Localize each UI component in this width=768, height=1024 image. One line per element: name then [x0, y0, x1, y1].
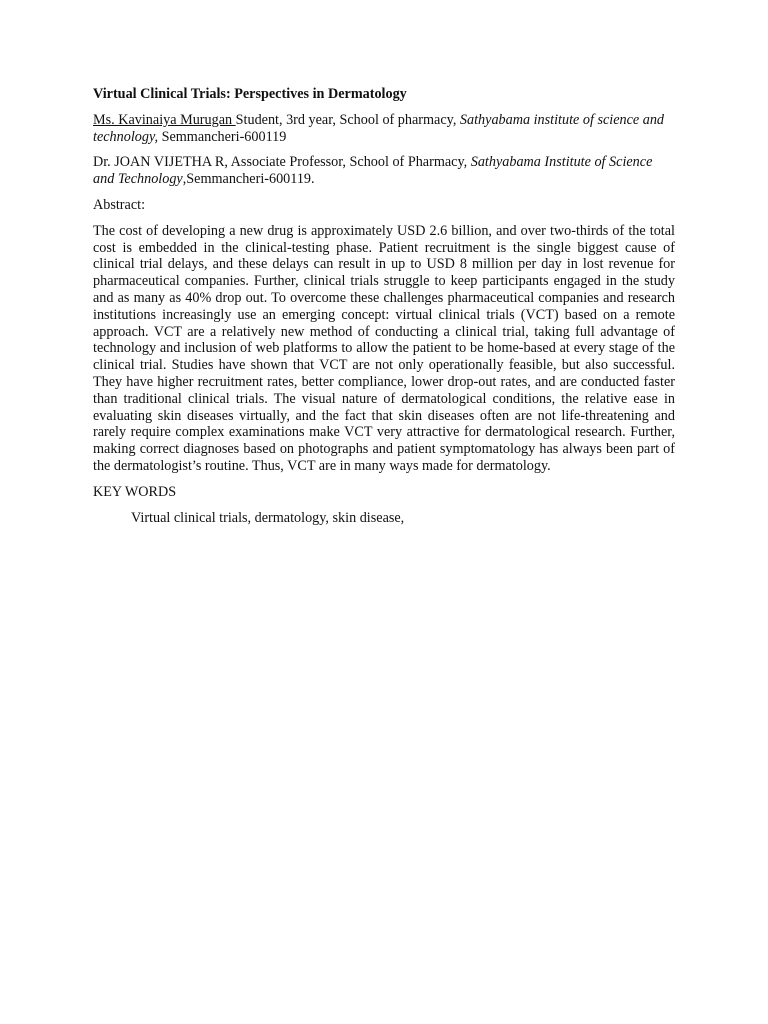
author1-role: Student, 3rd year, School of pharmacy, [235, 111, 460, 128]
author1-institution: Sathyabama institute of science and technology, [93, 111, 665, 145]
author2-institution: Sathyabama Institute of Science and Technology [93, 154, 653, 188]
abstract-heading: Abstract: [93, 196, 146, 213]
author2-location: ,Semmancheri-600119. [182, 171, 315, 188]
abstract-text: The cost of developing a new drug is approximately USD 2.6 billion, and over two-thirds of the total cost is embedded in the clinical-testing phase. Patient recruitment is the single biggest cause of clinical trial delays, and these delays can result in up to USD 8 million per day in lost revenue for pharmaceutical companies. Further, clinical trials struggle to keep participants engaged in the study and as many as 40% drop out. To overcome these challenges pharmaceutical companies and research institutions increasingly use an emerging concept: virtual clinical trials (VCT) based on a remote approach. VCT are a relatively new method of conducting a clinical trial, taking full advantage of technology and inclusion of web platforms to allow the patient to be home-based at every stage of the clinical trial. Studies have shown that VCT are not only operationally feasible, but also successful. They have higher recruitment rates, better compliance, lower drop-out rates, and are conducted faster than traditional clinical trials. The visual nature of dermatological conditions, the relative ease in evaluating skin diseases virtually, and the fact that skin diseases often are not life-threatening and rarely require complex examinations make VCT very attractive for dermatological research. Further, making correct diagnoses based on photographs and patient symptomatology has always been part of the dermatologist’s routine. Thus, VCT are in many ways made for dermatology. [93, 222, 675, 474]
author-line-2 [93, 154, 675, 188]
keywords-text: Virtual clinical trials, dermatology, skin disease, [131, 509, 405, 526]
paper-title: Virtual Clinical Trials: Perspectives in Dermatology [93, 86, 407, 102]
author-line-1 [93, 112, 675, 146]
author2-name-role: Dr. JOAN VIJETHA R, Associate Professor, School of Pharmacy, [93, 154, 471, 171]
document-page [93, 86, 675, 526]
keywords-heading: KEY WORDS [93, 483, 177, 500]
author1-location: Semmancheri-600119 [158, 128, 287, 145]
author1-name: Ms. Kavinaiya Murugan [93, 111, 236, 128]
